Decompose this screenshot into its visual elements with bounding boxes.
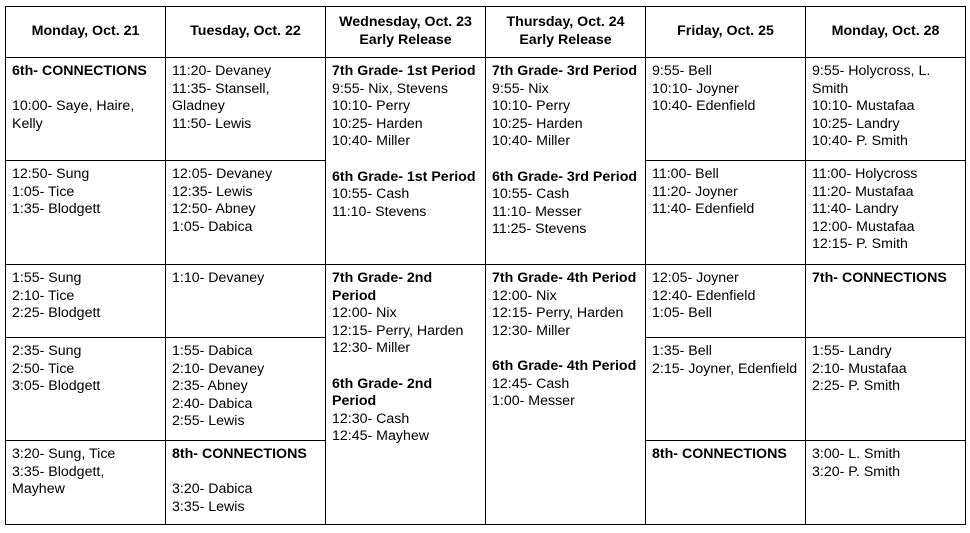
schedule-line: 1:55- Dabica bbox=[172, 343, 253, 359]
schedule-line: 3:20- Dabica bbox=[172, 481, 253, 498]
monday28-connections-title: 7th- CONNECTIONS bbox=[812, 270, 947, 286]
header-monday-oct-28-label: Monday, Oct. 28 bbox=[831, 23, 940, 40]
schedule-line: 12:35- Lewis bbox=[172, 183, 253, 200]
schedule-line: 12:40- Edenfield bbox=[652, 287, 756, 304]
tuesday22-block-4 bbox=[166, 338, 326, 441]
schedule-line: 3:00- L. Smith bbox=[812, 446, 901, 462]
schedule-line: 1:35- Bell bbox=[652, 343, 712, 359]
wednesday23-period-title: 6th Grade- 1st Period bbox=[332, 168, 476, 185]
schedule-line: 12:30- Miller bbox=[492, 322, 571, 339]
header-friday-oct-25-label: Friday, Oct. 25 bbox=[677, 23, 774, 40]
schedule-line: 12:15- P. Smith bbox=[812, 236, 908, 253]
schedule-line: 11:20- Mustafaa bbox=[812, 183, 914, 200]
header-monday-oct-28 bbox=[806, 7, 965, 58]
schedule-line: 1:05- Dabica bbox=[172, 218, 253, 235]
tuesday22-connections-title: 8th- CONNECTIONS bbox=[172, 446, 307, 462]
header-thursday-oct-24 bbox=[486, 7, 646, 58]
wednesday23-period-title: 7th Grade- 2nd Period bbox=[332, 270, 437, 304]
schedule-line: 11:25- Stevens bbox=[492, 221, 587, 238]
schedule-line: 3:20- P. Smith bbox=[812, 463, 901, 480]
schedule-line: 11:20- Joyner bbox=[652, 183, 738, 200]
schedule-line: 11:40- Landry bbox=[812, 201, 899, 218]
friday25-block-3 bbox=[646, 265, 806, 338]
schedule-line: 12:50- Abney bbox=[172, 201, 256, 218]
schedule-line: 1:05- Bell bbox=[652, 305, 712, 322]
schedule-line: 2:50- Tice bbox=[12, 360, 75, 377]
tuesday22-block-3 bbox=[166, 265, 326, 338]
schedule-line: 3:20- Sung, Tice bbox=[12, 446, 116, 462]
header-friday-oct-25 bbox=[646, 7, 806, 58]
schedule-line: 9:55- Holycross, L. bbox=[812, 63, 931, 79]
header-tuesday-oct-22 bbox=[166, 7, 326, 58]
header-monday-oct-21-label: Monday, Oct. 21 bbox=[31, 23, 140, 40]
schedule-line: Smith bbox=[812, 80, 849, 97]
schedule-line: 2:25- P. Smith bbox=[812, 378, 901, 395]
schedule-line: 10:25- Landry bbox=[812, 115, 900, 132]
schedule-line: 10:25- Harden bbox=[332, 115, 423, 132]
schedule-line: 10:55- Cash bbox=[492, 186, 570, 203]
schedule-line: 9:55- Bell bbox=[652, 63, 712, 79]
header-wednesday-oct-23 bbox=[326, 7, 486, 58]
friday25-block-5 bbox=[646, 441, 806, 524]
schedule-line: 2:15- Joyner, Edenfield bbox=[652, 360, 798, 377]
schedule-line: 1:55- Sung bbox=[12, 270, 82, 286]
schedule-line: 10:40- Edenfield bbox=[652, 98, 756, 115]
schedule-line: 2:55- Lewis bbox=[172, 413, 245, 430]
schedule-line: 11:35- Stansell, bbox=[172, 80, 270, 97]
schedule-line: 3:05- Blodgett bbox=[12, 378, 101, 395]
wednesday23-block-bottom bbox=[326, 265, 486, 524]
monday21-connections-title: 6th- CONNECTIONS bbox=[12, 63, 147, 79]
schedule-line: 12:30- Miller bbox=[332, 340, 411, 357]
schedule-line: 11:40- Edenfield bbox=[652, 201, 755, 218]
schedule-line: 12:45- Mayhew bbox=[332, 428, 429, 445]
schedule-line: 2:10- Devaney bbox=[172, 360, 265, 377]
monday21-block-1 bbox=[6, 58, 166, 161]
friday25-connections-title: 8th- CONNECTIONS bbox=[652, 446, 787, 462]
schedule-line: 1:05- Tice bbox=[12, 183, 75, 200]
schedule-line: 2:35- Sung bbox=[12, 343, 82, 359]
schedule-line: 11:10- Stevens bbox=[332, 203, 427, 220]
thursday24-period-title: 7th Grade- 3rd Period bbox=[492, 63, 638, 79]
schedule-line: 12:05- Devaney bbox=[172, 166, 273, 182]
schedule-line: 10:55- Cash bbox=[332, 186, 410, 203]
monday28-block-4 bbox=[806, 338, 965, 441]
schedule-line: 2:10- Tice bbox=[12, 287, 75, 304]
header-thursday-oct-24-label: Thursday, Oct. 24 bbox=[506, 14, 625, 31]
schedule-table bbox=[5, 6, 966, 525]
schedule-line: 3:35- Blodgett, bbox=[12, 463, 105, 480]
schedule-line: 11:10- Messer bbox=[492, 203, 582, 220]
monday28-block-1 bbox=[806, 58, 965, 161]
schedule-line: 12:00- Mustafaa bbox=[812, 218, 915, 235]
schedule-line: 11:00- Bell bbox=[652, 166, 719, 182]
monday21-block-3 bbox=[6, 265, 166, 338]
schedule-line: 12:00- Nix bbox=[492, 287, 557, 304]
schedule-line: 12:30- Cash bbox=[332, 410, 410, 427]
wednesday23-period-title: 7th Grade- 1st Period bbox=[332, 63, 476, 79]
thursday24-period-title: 6th Grade- 3rd Period bbox=[492, 168, 638, 185]
schedule-line: 12:15- Perry, Harden bbox=[332, 322, 464, 339]
monday28-block-5 bbox=[806, 441, 965, 524]
schedule-line: 1:35- Blodgett bbox=[12, 201, 101, 218]
schedule-line: 10:10- Mustafaa bbox=[812, 98, 915, 115]
header-tuesday-oct-22-label: Tuesday, Oct. 22 bbox=[190, 23, 301, 40]
header-thursday-early-release: Early Release bbox=[519, 32, 612, 48]
header-wednesday-early-release: Early Release bbox=[359, 32, 452, 48]
schedule-line: 12:05- Joyner bbox=[652, 270, 739, 286]
schedule-line: 11:20- Devaney bbox=[172, 63, 272, 79]
schedule-line: 1:55- Landry bbox=[812, 343, 892, 359]
header-monday-oct-21 bbox=[6, 7, 166, 58]
friday25-block-4 bbox=[646, 338, 806, 441]
monday21-block-4 bbox=[6, 338, 166, 441]
tuesday22-block-1 bbox=[166, 58, 326, 161]
wednesday23-period-title: 6th Grade- 2nd Period bbox=[332, 375, 437, 410]
schedule-line: Gladney bbox=[172, 98, 225, 115]
schedule-line: 11:00- Holycross bbox=[812, 166, 918, 182]
schedule-line: 10:40- Miller bbox=[492, 133, 571, 150]
schedule-line: 2:40- Dabica bbox=[172, 395, 253, 412]
schedule-line: 10:25- Harden bbox=[492, 115, 583, 132]
monday21-block-2 bbox=[6, 161, 166, 265]
thursday24-block-bottom bbox=[486, 265, 646, 524]
schedule-line: 9:55- Nix bbox=[492, 80, 549, 97]
schedule-line: 10:10- Joyner bbox=[652, 80, 739, 97]
monday28-block-3 bbox=[806, 265, 965, 338]
schedule-line: 1:00- Messer bbox=[492, 393, 575, 410]
schedule-line: Kelly bbox=[12, 115, 43, 132]
schedule-line: 12:50- Sung bbox=[12, 166, 90, 182]
thursday24-period-title: 6th Grade- 4th Period bbox=[492, 357, 637, 374]
monday28-block-2 bbox=[806, 161, 965, 265]
thursday24-period-title: 7th Grade- 4th Period bbox=[492, 270, 637, 286]
friday25-block-1 bbox=[646, 58, 806, 161]
schedule-line: 12:15- Perry, Harden bbox=[492, 305, 624, 322]
schedule-line: 12:45- Cash bbox=[492, 375, 570, 392]
thursday24-block-top bbox=[486, 58, 646, 265]
schedule-line: 2:10- Mustafaa bbox=[812, 360, 907, 377]
schedule-line: 12:00- Nix bbox=[332, 305, 397, 322]
schedule-line: 10:10- Perry bbox=[332, 98, 411, 115]
schedule-line: 11:50- Lewis bbox=[172, 115, 252, 132]
header-wednesday-oct-23-label: Wednesday, Oct. 23 bbox=[339, 14, 472, 31]
schedule-line: 10:40- P. Smith bbox=[812, 133, 908, 150]
monday21-block-5 bbox=[6, 441, 166, 524]
friday25-block-2 bbox=[646, 161, 806, 265]
schedule-line: 1:10- Devaney bbox=[172, 270, 265, 286]
schedule-line: 9:55- Nix, Stevens bbox=[332, 80, 448, 97]
schedule-line: Mayhew bbox=[12, 481, 65, 498]
schedule-line: 10:10- Perry bbox=[492, 98, 571, 115]
schedule-line: 3:35- Lewis bbox=[172, 498, 245, 515]
schedule-line: 2:25- Blodgett bbox=[12, 305, 101, 322]
tuesday22-block-2 bbox=[166, 161, 326, 265]
schedule-line: 10:40- Miller bbox=[332, 133, 411, 150]
schedule-line: 2:35- Abney bbox=[172, 378, 248, 395]
wednesday23-block-top bbox=[326, 58, 486, 265]
schedule-line: 10:00- Saye, Haire, bbox=[12, 98, 135, 115]
tuesday22-block-5 bbox=[166, 441, 326, 524]
